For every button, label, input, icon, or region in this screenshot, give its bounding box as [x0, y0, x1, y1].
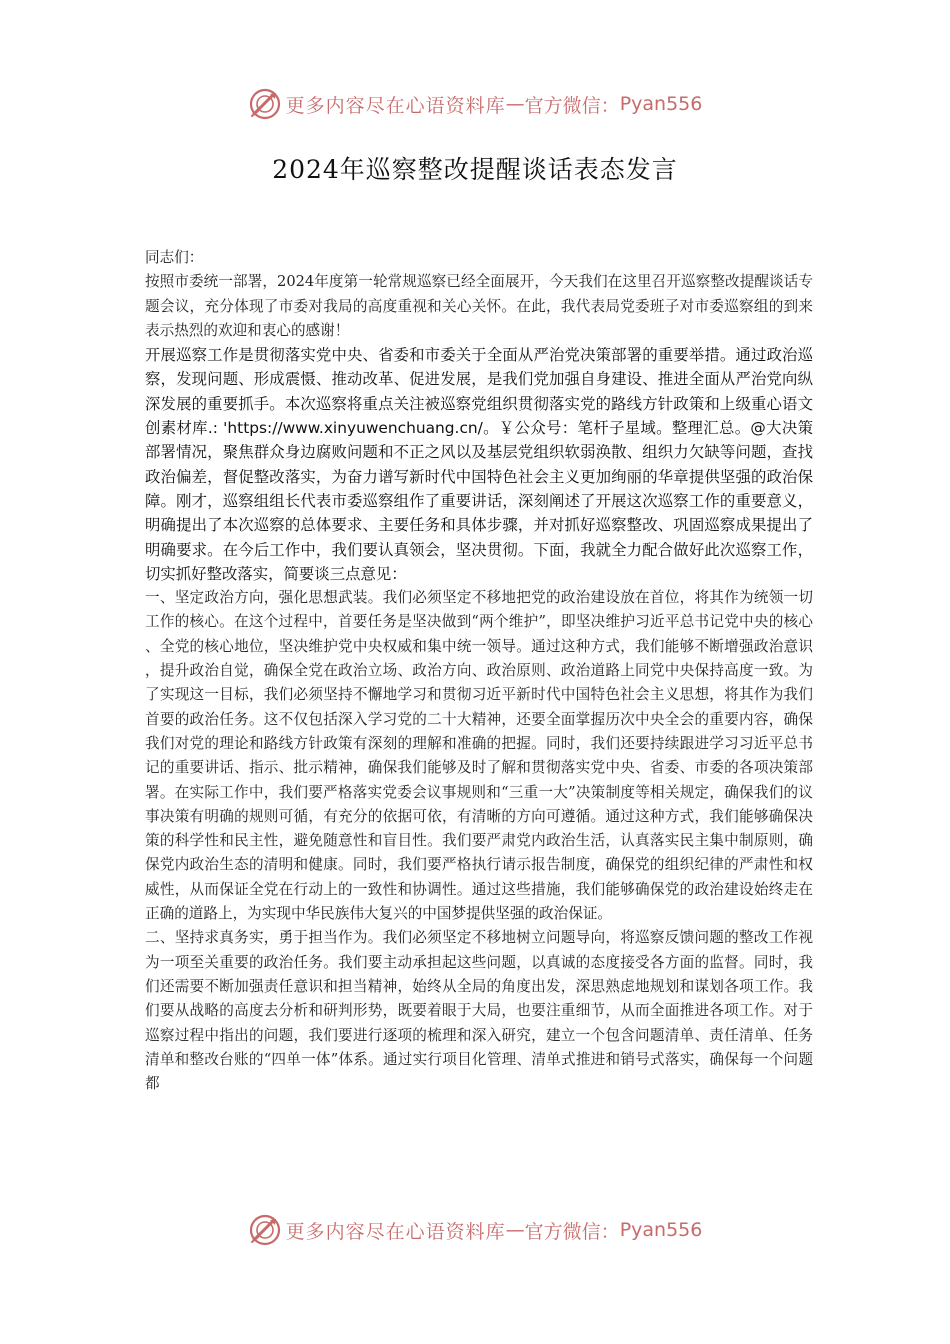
logo-icon	[248, 87, 282, 121]
watermark-text: 更多内容尽在心语资料库	[285, 1220, 506, 1243]
paragraph-point-two: 二、坚持求真务实，勇于担当作为。我们必须坚定不移地树立问题导向，将巡察反馈问题的整改工作视为一项至关重要的政治任务。我们要主动承担起这些问题，以真诚的态度接受各方面的监督。同时，我们还需要不断加强责任意识和担当精神，始终从全局的角度出发，深思熟虑地规划和谋划各项工作。我们要从战略的高度去分析和研判形势，既要着眼于大局，也要注重细节，从而全面推进各项工作。对于巡察过程中指出的问题，我们要进行逐项的梳理和深入研究，建立一个包含问题清单、责任清单、任务清单和整改台账的“四单一体”体系。通过实行项目化管理、清单式推进和销号式落实，确保每一个问题都	[145, 929, 813, 1093]
watermark-suffix: 官方微信：	[524, 94, 620, 117]
paragraph-point-one: 一、坚定政治方向，强化思想武装。我们必须坚定不移地把党的政治建设放在首位，将其作为统领一切工作的核心。在这个过程中，首要任务是坚决做到“两个维护”，即坚决维护习近平总书记党中央的核心、全党的核心地位，坚决维护党中央权威和集中统一领导。通过这种方式，我们能够不断增强政治意识，提升政治自觉，确保全党在政治立场、政治方向、政治原则、政治道路上同党中央保持高度一致。为了实现这一目标，我们必须坚持不懈地学习和贯彻习近平新时代中国特色社会主义思想，将其作为我们首要的政治任务。这不仅包括深入学习党的二十大精神，还要全面掌握历次中央全会的重要内容，确保我们对党的理论和路线方针政策有深刻的理解和准确的把握。同时，我们还要持续跟进学习习近平总书记的重要讲话、指示、批示精神，确保我们能够及时了解和贯彻落实党中央、省委、市委的各项决策部署。在实际工作中，我们要严格落实党委会议事规则和“三重一大”决策制度等相关规定，确保我们的议事决策有明确的规则可循，有充分的依据可依，有清晰的方向可遵循。通过这种方式，我们能够确保决策的科学性和民主性，避免随意性和盲目性。我们要严肃党内政治生活，认真落实民主集中制原则，确保党内政治生态的清明和健康。同时，我们要严格执行请示报告制度，确保党的组织纪律的严肃性和权威性，从而保证全党在行动上的一致性和协调性。通过这些措施，我们能够确保党的政治建设始终走在正确的道路上，为实现中华民族伟大复兴的中国梦提供坚强的政治保证。	[145, 589, 813, 923]
paragraph-purpose: 开展巡察工作是贯彻落实党中央、省委和市委关于全面从严治党决策部署的重要举措。通过政治巡察，发现问题、形成震慑、推动改革、促进发展，是我们党加强自身建设、推进全面从严治党向纵深发展的重要抓手。本次巡察将重点关注被巡察党组织贯彻落实党的路线方针政策和上级重心语文创素材库.: 'https://www.xinyuwenchuang.cn/。￥公众号：笔杆子星域。整理汇总。@大决策部署情况，聚焦群众身边腐败问题和不正之风以及基层党组织软弱涣散、组织力欠缺等问题，查找政治偏差，督促整改落实，为奋力谱写新时代中国特色社会主义更加绚丽的华章提供坚强的政治保障。刚才，巡察组组长代表市委巡察组作了重要讲话，深刻阐述了开展这次巡察工作的重要意义，明确提出了本次巡察的总体要求、主要任务和具体步骤，并对抓好巡察整改、巩固巡察成果提出了明确要求。在今后工作中，我们要认真领会，坚决贯彻。下面，我就全力配合做好此次巡察工作，切实抓好整改落实，简要谈三点意见：	[145, 346, 813, 583]
salutation: 同志们：	[145, 249, 204, 266]
watermark-text: 更多内容尽在心语资料库	[285, 94, 506, 117]
watermark-suffix: 官方微信：	[524, 1220, 620, 1243]
logo-icon	[248, 1213, 282, 1247]
watermark-id: Pyan556	[619, 1219, 703, 1241]
watermark-separator: —	[505, 93, 525, 115]
paragraph-intro: 按照市委统一部署，2024年度第一轮常规巡察已经全面展开，今天我们在这里召开巡察整改提醒谈话专题会议，充分体现了市委对我局的高度重视和关心关怀。在此，我代表局党委班子对市委巡察组的到来表示热烈的欢迎和衷心的感谢！	[145, 273, 813, 339]
watermark-banner-bottom	[0, 1212, 950, 1248]
watermark-id: Pyan556	[619, 93, 703, 115]
watermark-separator: —	[505, 1219, 525, 1241]
document-title: 2024年巡察整改提醒谈话表态发言	[272, 155, 678, 184]
document-body	[145, 246, 813, 1096]
watermark-banner-top	[0, 86, 950, 122]
